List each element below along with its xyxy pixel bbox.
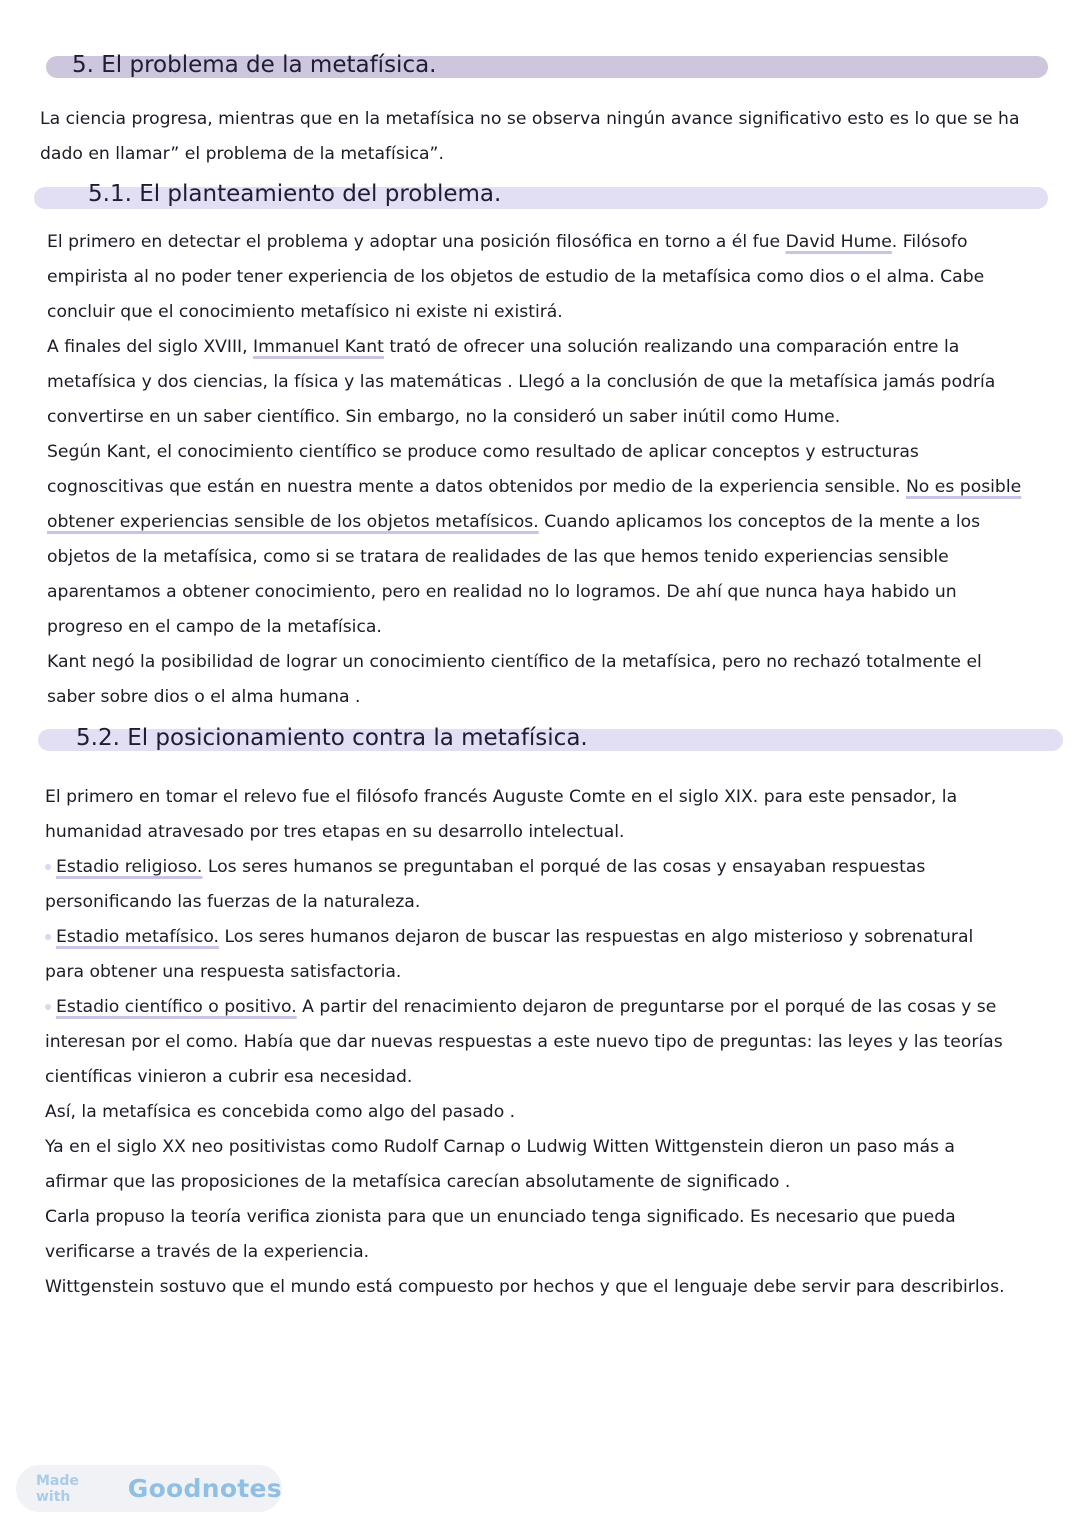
paragraph-line: aparentamos a obtener conocimiento, pero en realidad no lo logramos. De ahí que nunca haya habido un — [47, 582, 957, 602]
highlighted-phrase: No es posible — [905, 477, 1022, 497]
paragraph-line: científicas vinieron a cubrir esa necesidad. — [45, 1067, 413, 1087]
text-run: . Filósofo — [891, 232, 968, 252]
paragraph-line: dado en llamar” el problema de la metafísica”. — [40, 144, 444, 164]
paragraph-line: personificando las fuerzas de la naturaleza. — [45, 892, 421, 912]
text-run: Cuando aplicamos los conceptos de la mente a los — [538, 512, 981, 532]
paragraph-line: interesan por el como. Había que dar nuevas respuestas a este nuevo tipo de preguntas: las leyes y las teorías — [45, 1032, 1003, 1052]
badge-prefix: Made with — [36, 1472, 79, 1505]
paragraph-line: humanidad atravesado por tres etapas en su desarrollo intelectual. — [45, 822, 625, 842]
paragraph-line: empirista al no poder tener experiencia de los objetos de estudio de la metafísica como dios o el alma. Cabe — [47, 267, 985, 287]
text-run: El primero en detectar el problema y adoptar una posición filosófica en torno a él fue — [47, 232, 786, 252]
paragraph-line: saber sobre dios o el alma humana . — [47, 687, 361, 707]
paragraph-line: convertirse en un saber científico. Sin embargo, no la consideró un saber inútil como Hume. — [47, 407, 841, 427]
paragraph-line: verificarse a través de la experiencia. — [45, 1242, 370, 1262]
paragraph-line: Kant negó la posibilidad de lograr un conocimiento científico de la metafísica, pero no rechazó totalmente el — [47, 652, 982, 672]
text-run: A partir del renacimiento dejaron de preguntarse por el porqué de las cosas y se — [296, 997, 997, 1017]
paragraph-line: El primero en tomar el relevo fue el filósofo francés Auguste Comte en el siglo XIX. para este pensador, la — [45, 787, 958, 807]
bullet-icon — [45, 934, 51, 940]
list-item — [45, 990, 996, 1025]
paragraph-line: objetos de la metafísica, como si se tratara de realidades de las que hemos tenido experiencias sensible — [47, 547, 949, 567]
section-5-title: 5. El problema de la metafísica. — [72, 52, 437, 78]
paragraph-line: afirmar que las proposiciones de la metafísica carecían absolutamente de significado . — [45, 1172, 791, 1192]
goodnotes-logo: Goodnotes — [127, 1474, 282, 1503]
paragraph-line — [47, 470, 1021, 505]
paragraph-line: La ciencia progresa, mientras que en la metafísica no se observa ningún avance significativo esto es lo que se ha — [40, 109, 1020, 129]
paragraph-line — [47, 225, 967, 260]
highlighted-name: Immanuel Kant — [253, 337, 384, 357]
highlighted-name: David Hume — [785, 232, 892, 252]
paragraph-line: Según Kant, el conocimiento científico se produce como resultado de aplicar conceptos y estructuras — [47, 442, 919, 462]
stage-label: Estadio científico o positivo. — [56, 997, 297, 1017]
paragraph-line: Wittgenstein sostuvo que el mundo está compuesto por hechos y que el lenguaje debe servir para describirlos. — [45, 1277, 1005, 1297]
list-item — [45, 920, 973, 955]
text-run: cognoscitivas que están en nuestra mente a datos obtenidos por medio de la experiencia sensible. — [47, 477, 906, 497]
list-item — [45, 850, 925, 885]
paragraph-line: Carla propuso la teoría verifica zionista para que un enunciado tenga significado. Es necesario que pueda — [45, 1207, 956, 1227]
paragraph-line: concluir que el conocimiento metafísico ni existe ni existirá. — [47, 302, 563, 322]
section-5-1-title: 5.1. El planteamiento del problema. — [88, 181, 502, 207]
paragraph-line — [47, 505, 980, 540]
paragraph-line: para obtener una respuesta satisfactoria. — [45, 962, 402, 982]
text-run: Los seres humanos se preguntaban el porqué de las cosas y ensayaban respuestas — [202, 857, 926, 877]
paragraph-line — [47, 330, 959, 365]
text-run: A finales del siglo XVIII, — [47, 337, 254, 357]
bullet-icon — [45, 864, 51, 870]
text-run: Los seres humanos dejaron de buscar las respuestas en algo misterioso y sobrenatural — [219, 927, 974, 947]
stage-label: Estadio religioso. — [56, 857, 203, 877]
paragraph-line: Ya en el siglo XX neo positivistas como Rudolf Carnap o Ludwig Witten Wittgenstein dieron un paso más a — [45, 1137, 955, 1157]
section-5-2-title: 5.2. El posicionamiento contra la metafísica. — [76, 725, 588, 751]
bullet-icon — [45, 1004, 51, 1010]
goodnotes-badge — [16, 1465, 282, 1512]
highlighted-phrase: obtener experiencias sensible de los objetos metafísicos. — [47, 512, 539, 532]
stage-label: Estadio metafísico. — [56, 927, 220, 947]
text-run: trató de ofrecer una solución realizando una comparación entre la — [383, 337, 960, 357]
paragraph-line: Así, la metafísica es concebida como algo del pasado . — [45, 1102, 516, 1122]
paragraph-line: metafísica y dos ciencias, la física y las matemáticas . Llegó a la conclusión de que la metafísica jamás podría — [47, 372, 996, 392]
paragraph-line: progreso en el campo de la metafísica. — [47, 617, 382, 637]
